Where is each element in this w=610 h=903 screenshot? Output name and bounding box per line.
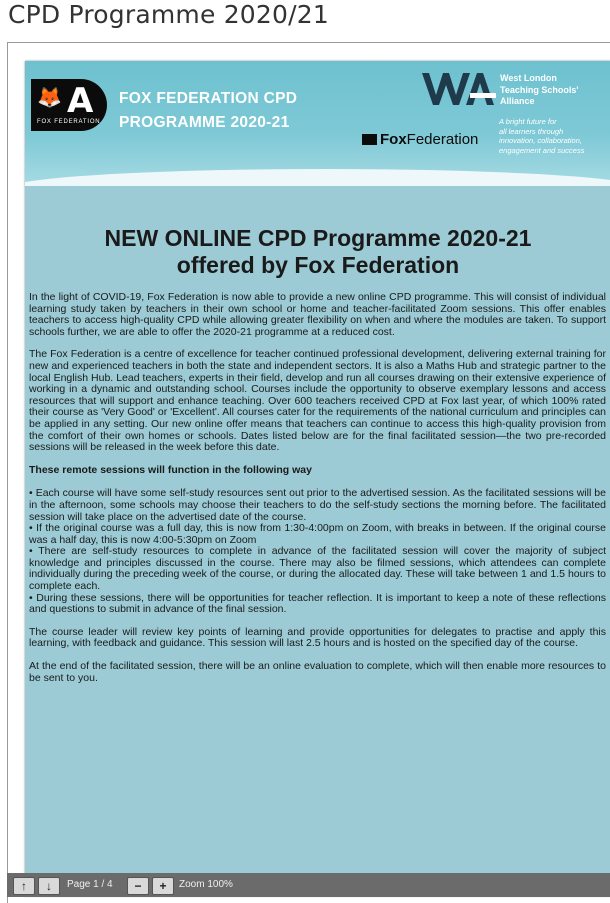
foxfed-mark-icon xyxy=(362,134,377,145)
wa-logo-icon xyxy=(422,71,497,107)
logo-letter-icon: A xyxy=(67,81,94,121)
header-banner xyxy=(25,61,610,186)
zoom-in-button[interactable]: + xyxy=(152,877,174,895)
foxfederation-wordmark: FoxFederation xyxy=(362,131,478,148)
document-body xyxy=(29,292,606,695)
paragraph-intro: In the light of COVID-19, Fox Federation is now able to provide a new online CPD programme. This will consist of individual learning study taken by teachers in their own school or home and teacher-facilitated Zoom sessions. This offer enables teachers to access high-quality CPD while allowing greater flexibility on when and where the modules are taken. To support schools further, we are able to offer the 2020-21 programme at a reduced cost. xyxy=(29,291,606,338)
zoom-indicator: Zoom 100% xyxy=(179,879,233,890)
tagline xyxy=(499,117,584,155)
bullet-list xyxy=(29,488,606,616)
list-item: • If the original course was a full day, this is now from 1:30-4:00pm on Zoom, with breaks in between. If the original course was a half day, this is now 4:00-5:30pm on Zoom xyxy=(29,522,606,546)
wltsa-line: Alliance xyxy=(500,96,535,106)
banner-title-line2: PROGRAMME 2020-21 xyxy=(119,114,290,131)
page-indicator: Page 1 / 4 xyxy=(67,879,113,890)
next-page-button[interactable]: ↓ xyxy=(38,877,60,895)
section-subheading: These remote sessions will function in the following way xyxy=(29,463,312,476)
paragraph-about: The Fox Federation is a centre of excellence for teacher continued professional development, delivering external training for new and experienced teachers in both the state and independent sectors. It is also a Maths Hub and strategic partner to the local English Hub. Lead teachers, experts in their field, develop and run all courses drawing on their extensive experience of working in a dynamic and outstanding school. Courses include the opportunity to observe exemplary lessons and access resources that will support and enhance teaching. Over 600 teachers received CPD at Fox last year, of which 100% rated their course as 'Very Good' or 'Excellent'. All courses cater for the requirements of the national curriculum and principles can be applied in any setting. Our new online offer means that teachers can continue to access this high-quality provision from the comfort of their own homes or schools. Dates listed below are for the final facilitated session—the two pre-recorded sessions will be released in the week before this date. xyxy=(29,348,606,454)
banner-title xyxy=(119,87,297,135)
list-item: • Each course will have some self-study resources sent out prior to the advertised session. As the facilitated sessions will be in the afternoon, some schools may choose their teachers to do the self-study sections the morning before. The facilitated session will take place on the advertised date of the course. xyxy=(29,487,606,523)
banner-title-line1: FOX FEDERATION CPD xyxy=(119,90,298,107)
heading-line1: NEW ONLINE CPD Programme 2020-21 xyxy=(104,225,532,251)
document-viewer[interactable] xyxy=(7,42,610,903)
wltsa-name xyxy=(500,73,579,108)
logo-caption: FOX FEDERATION xyxy=(37,119,101,125)
viewer-toolbar xyxy=(7,873,610,897)
list-item: • During these sessions, there will be opportunities for teacher reflection. It is important to keep a note of these reflections and questions to submit in advance of the final session. xyxy=(29,591,606,616)
paragraph-course-leader: The course leader will review key points of learning and provide opportunities for delegates to practise and apply this learning, with feedback and guidance. This session will last 2.5 hours and is hosted on the specified day of the course. xyxy=(29,625,606,650)
page-title: CPD Programme 2020/21 xyxy=(8,0,329,29)
banner-wave xyxy=(25,169,610,186)
tagline-line: all learners through xyxy=(499,126,564,136)
list-item: • There are self-study resources to complete in advance of the facilitated session will cover the majority of subject knowledge and principles discussed in the course. There may also be filmed sessions, which attendees can complete individually during the preceding week of the course, or during the allocated day. These will take between 1 and 1.5 hours to complete each. xyxy=(29,545,606,593)
document-heading xyxy=(25,225,610,279)
tagline-line: A bright future for xyxy=(499,117,557,126)
heading-line2: offered by Fox Federation xyxy=(176,252,460,278)
paragraph-evaluation: At the end of the facilitated session, there will be an online evaluation to complete, which will then enable more resources to be sent to you. xyxy=(29,660,606,684)
wltsa-line: Teaching Schools' xyxy=(500,84,579,95)
tagline-line: engagement and success xyxy=(499,145,585,155)
fox-federation-logo xyxy=(31,79,107,131)
wltsa-line: West London xyxy=(500,73,557,83)
zoom-out-button[interactable]: − xyxy=(127,877,149,895)
tagline-line: innovation, collaboration, xyxy=(499,136,582,145)
previous-page-button[interactable]: ↑ xyxy=(13,877,35,895)
document-page xyxy=(25,61,610,896)
fox-icon: 🦊 xyxy=(37,87,62,109)
